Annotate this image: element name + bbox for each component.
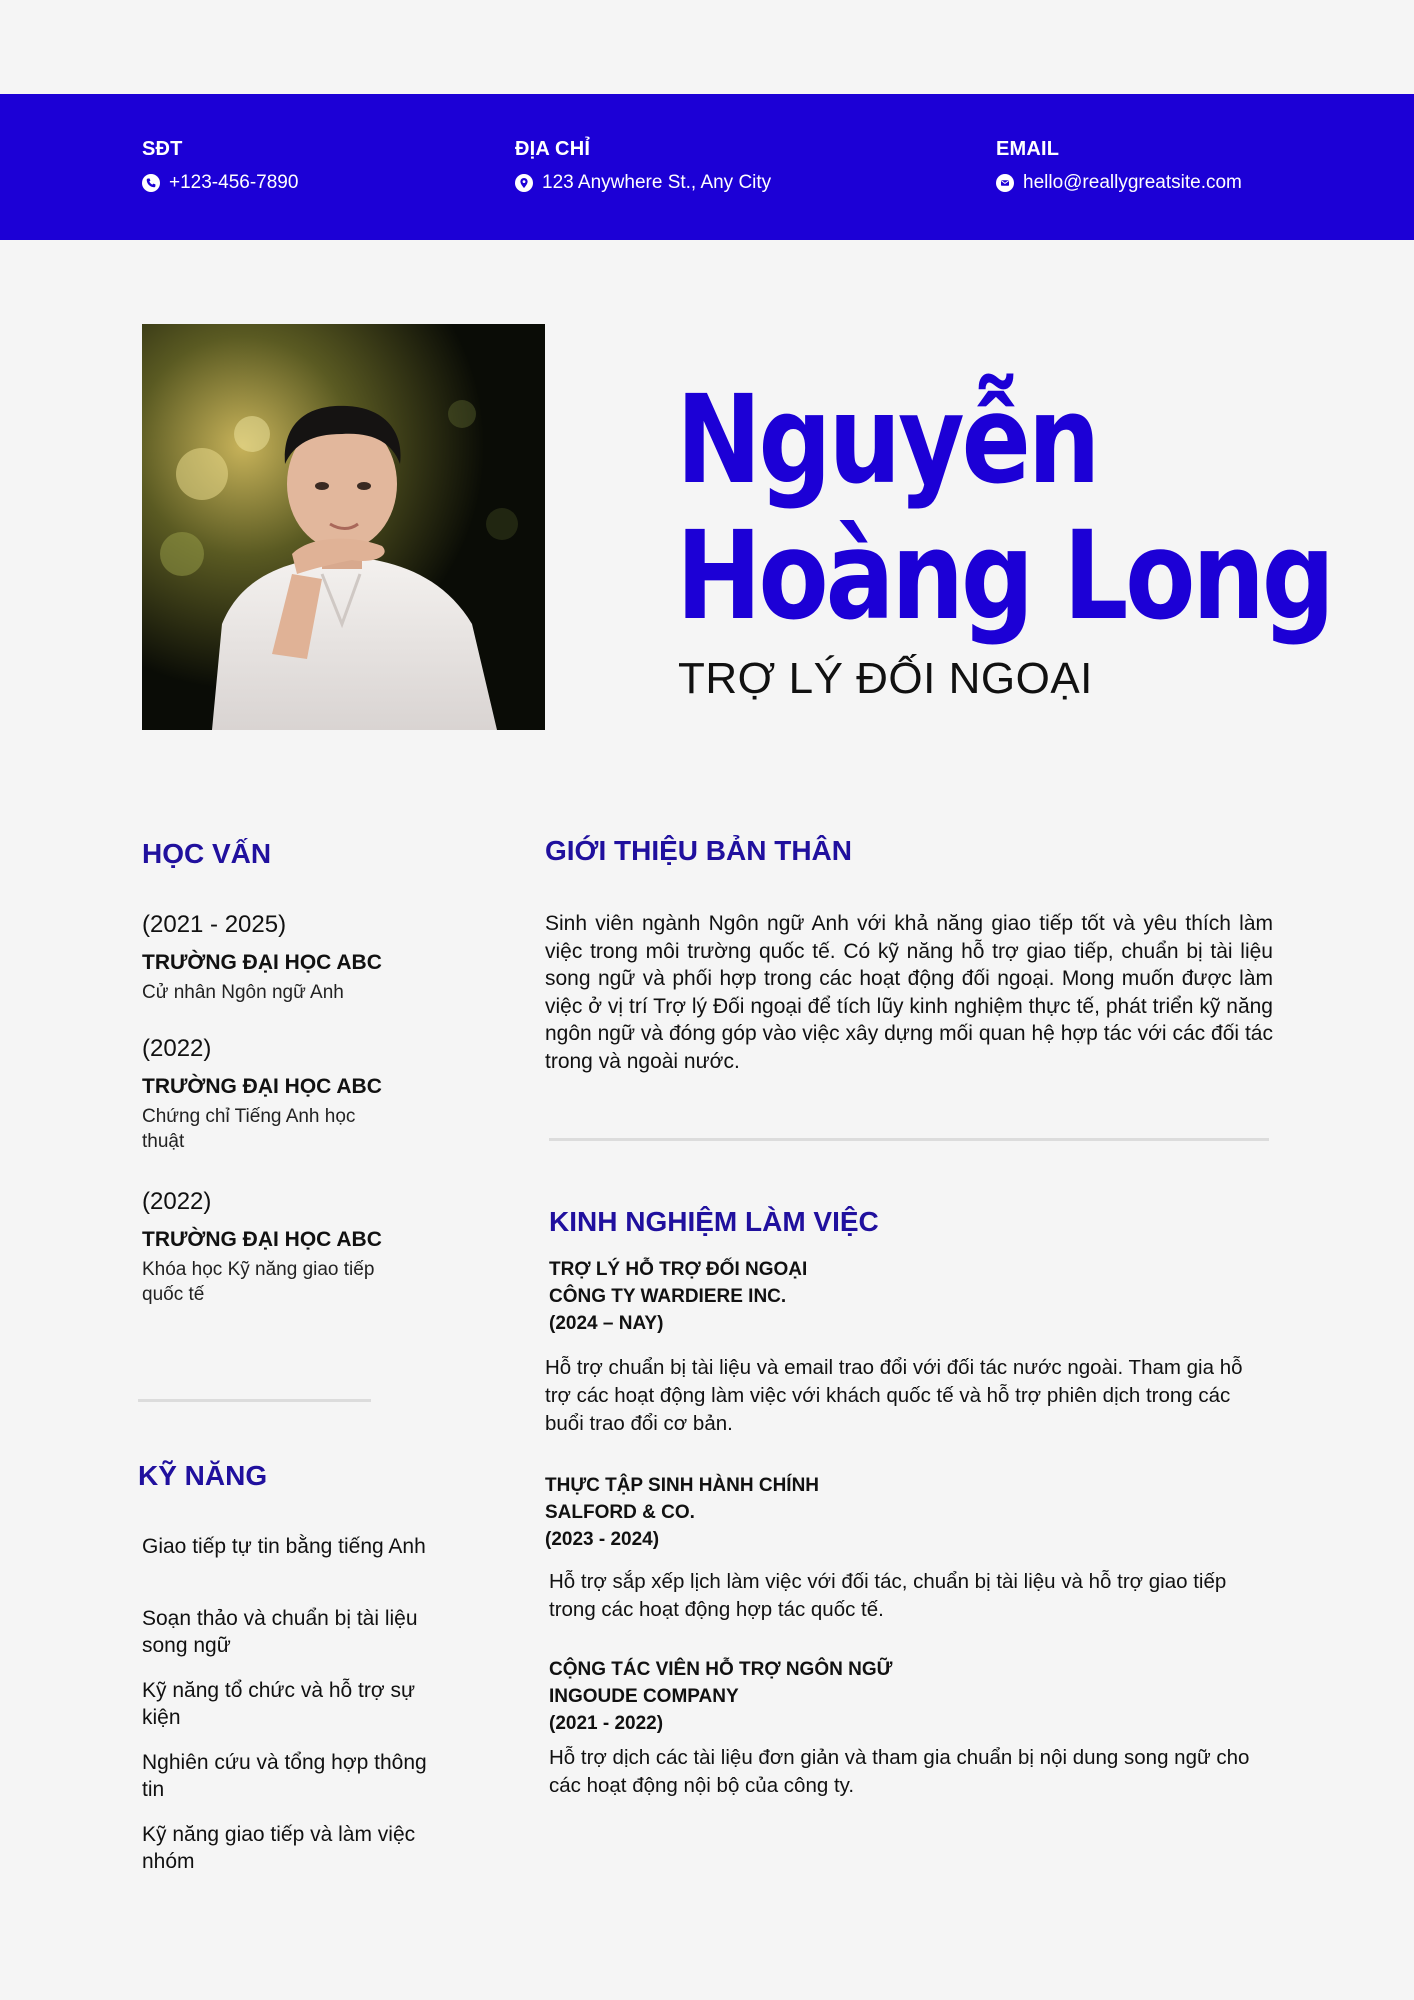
education-year: (2022) <box>142 1035 212 1062</box>
job-company: CÔNG TY WARDIERE INC. <box>549 1286 787 1307</box>
job-company: SALFORD & CO. <box>545 1502 695 1523</box>
education-year: (2022) <box>142 1188 212 1215</box>
job-period: (2023 - 2024) <box>545 1529 660 1550</box>
about-text: Sinh viên ngành Ngôn ngữ Anh với khả năng giao tiếp tốt và yêu thích làm việc trong môi trường quốc tế. Có kỹ năng hỗ trợ giao tiếp, chuẩn bị tài liệu song ngữ và phối hợp trong các hoạt động đối ngoại. Mong muốn được làm việc ở vị trí Trợ lý Đối ngoại để tích lũy kinh nghiệm thực tế, phát triển kỹ năng ngôn ngữ và đóng góp vào việc xây dựng mối quan hệ hợp tác với các đối tác trong và ngoài nước. <box>545 912 1273 1073</box>
location-pin-icon <box>515 174 533 192</box>
phone-text[interactable]: +123-456-7890 <box>169 172 299 193</box>
address-text: 123 Anywhere St., Any City <box>542 172 772 193</box>
name-line-2: Hoàng Long <box>676 505 1332 647</box>
job-description: Hỗ trợ sắp xếp lịch làm việc với đối tác, chuẩn bị tài liệu và hỗ trợ giao tiếp trong các hoạt động hợp tác quốc tế. <box>549 1570 1227 1621</box>
education-heading: HỌC VẤN <box>142 838 272 869</box>
job-role: THỰC TẬP SINH HÀNH CHÍNH <box>545 1475 820 1496</box>
education-school: TRƯỜNG ĐẠI HỌC ABC <box>142 951 382 974</box>
job-description: Hỗ trợ dịch các tài liệu đơn giản và tham gia chuẩn bị nội dung song ngữ cho các hoạt động nội bộ của công ty. <box>549 1746 1250 1797</box>
job-period: (2021 - 2022) <box>549 1713 664 1734</box>
job-company: INGOUDE COMPANY <box>549 1686 739 1707</box>
skill-item: Soạn thảo và chuẩn bị tài liệu song ngữ <box>142 1607 418 1657</box>
education-degree: Cử nhân Ngôn ngữ Anh <box>142 982 344 1003</box>
job-period: (2024 – NAY) <box>549 1313 664 1334</box>
email-label: EMAIL <box>996 138 1060 160</box>
phone-icon <box>142 174 160 192</box>
education-degree: Chứng chỉ Tiếng Anh học thuật <box>142 1106 356 1152</box>
profile-photo <box>142 324 545 730</box>
education-school: TRƯỜNG ĐẠI HỌC ABC <box>142 1228 382 1251</box>
experience-heading: KINH NGHIỆM LÀM VIỆC <box>549 1206 879 1237</box>
skills-heading: KỸ NĂNG <box>138 1460 268 1491</box>
job-entry-header <box>549 1656 892 1737</box>
education-school: TRƯỜNG ĐẠI HỌC ABC <box>142 1075 382 1098</box>
section-divider <box>138 1399 371 1402</box>
skill-item: Nghiên cứu và tổng hợp thông tin <box>142 1751 427 1801</box>
education-year: (2021 - 2025) <box>142 911 287 938</box>
candidate-name <box>676 369 1332 647</box>
email-text[interactable]: hello@reallygreatsite.com <box>1023 172 1242 193</box>
job-role: CỘNG TÁC VIÊN HỖ TRỢ NGÔN NGỮ <box>549 1659 893 1680</box>
address-value <box>515 172 771 194</box>
name-line-1: Nguyễn <box>676 369 1098 511</box>
job-description: Hỗ trợ chuẩn bị tài liệu và email trao đổi với đối tác nước ngoài. Tham gia hỗ trợ các hoạt động làm việc với khách quốc tế và hỗ trợ phiên dịch trong các buổi trao đổi cơ bản. <box>545 1356 1243 1435</box>
phone-value <box>142 172 298 194</box>
skill-item: Kỹ năng giao tiếp và làm việc nhóm <box>142 1823 416 1873</box>
phone-label: SĐT <box>142 138 183 160</box>
job-title: TRỢ LÝ ĐỐI NGOẠI <box>678 654 1093 703</box>
mail-icon <box>996 174 1014 192</box>
job-entry-header <box>549 1256 807 1337</box>
email-value <box>996 172 1242 194</box>
about-heading: GIỚI THIỆU BẢN THÂN <box>545 835 852 866</box>
job-role: TRỢ LÝ HỖ TRỢ ĐỐI NGOẠI <box>549 1259 808 1280</box>
skill-item: Giao tiếp tự tin bằng tiếng Anh <box>142 1535 426 1558</box>
address-label: ĐỊA CHỈ <box>515 138 591 160</box>
education-degree: Khóa học Kỹ năng giao tiếp quốc tế <box>142 1259 375 1305</box>
contact-header <box>0 94 1414 240</box>
section-divider <box>549 1138 1269 1141</box>
skill-item: Kỹ năng tổ chức và hỗ trợ sự kiện <box>142 1679 416 1729</box>
job-entry-header <box>545 1472 819 1553</box>
